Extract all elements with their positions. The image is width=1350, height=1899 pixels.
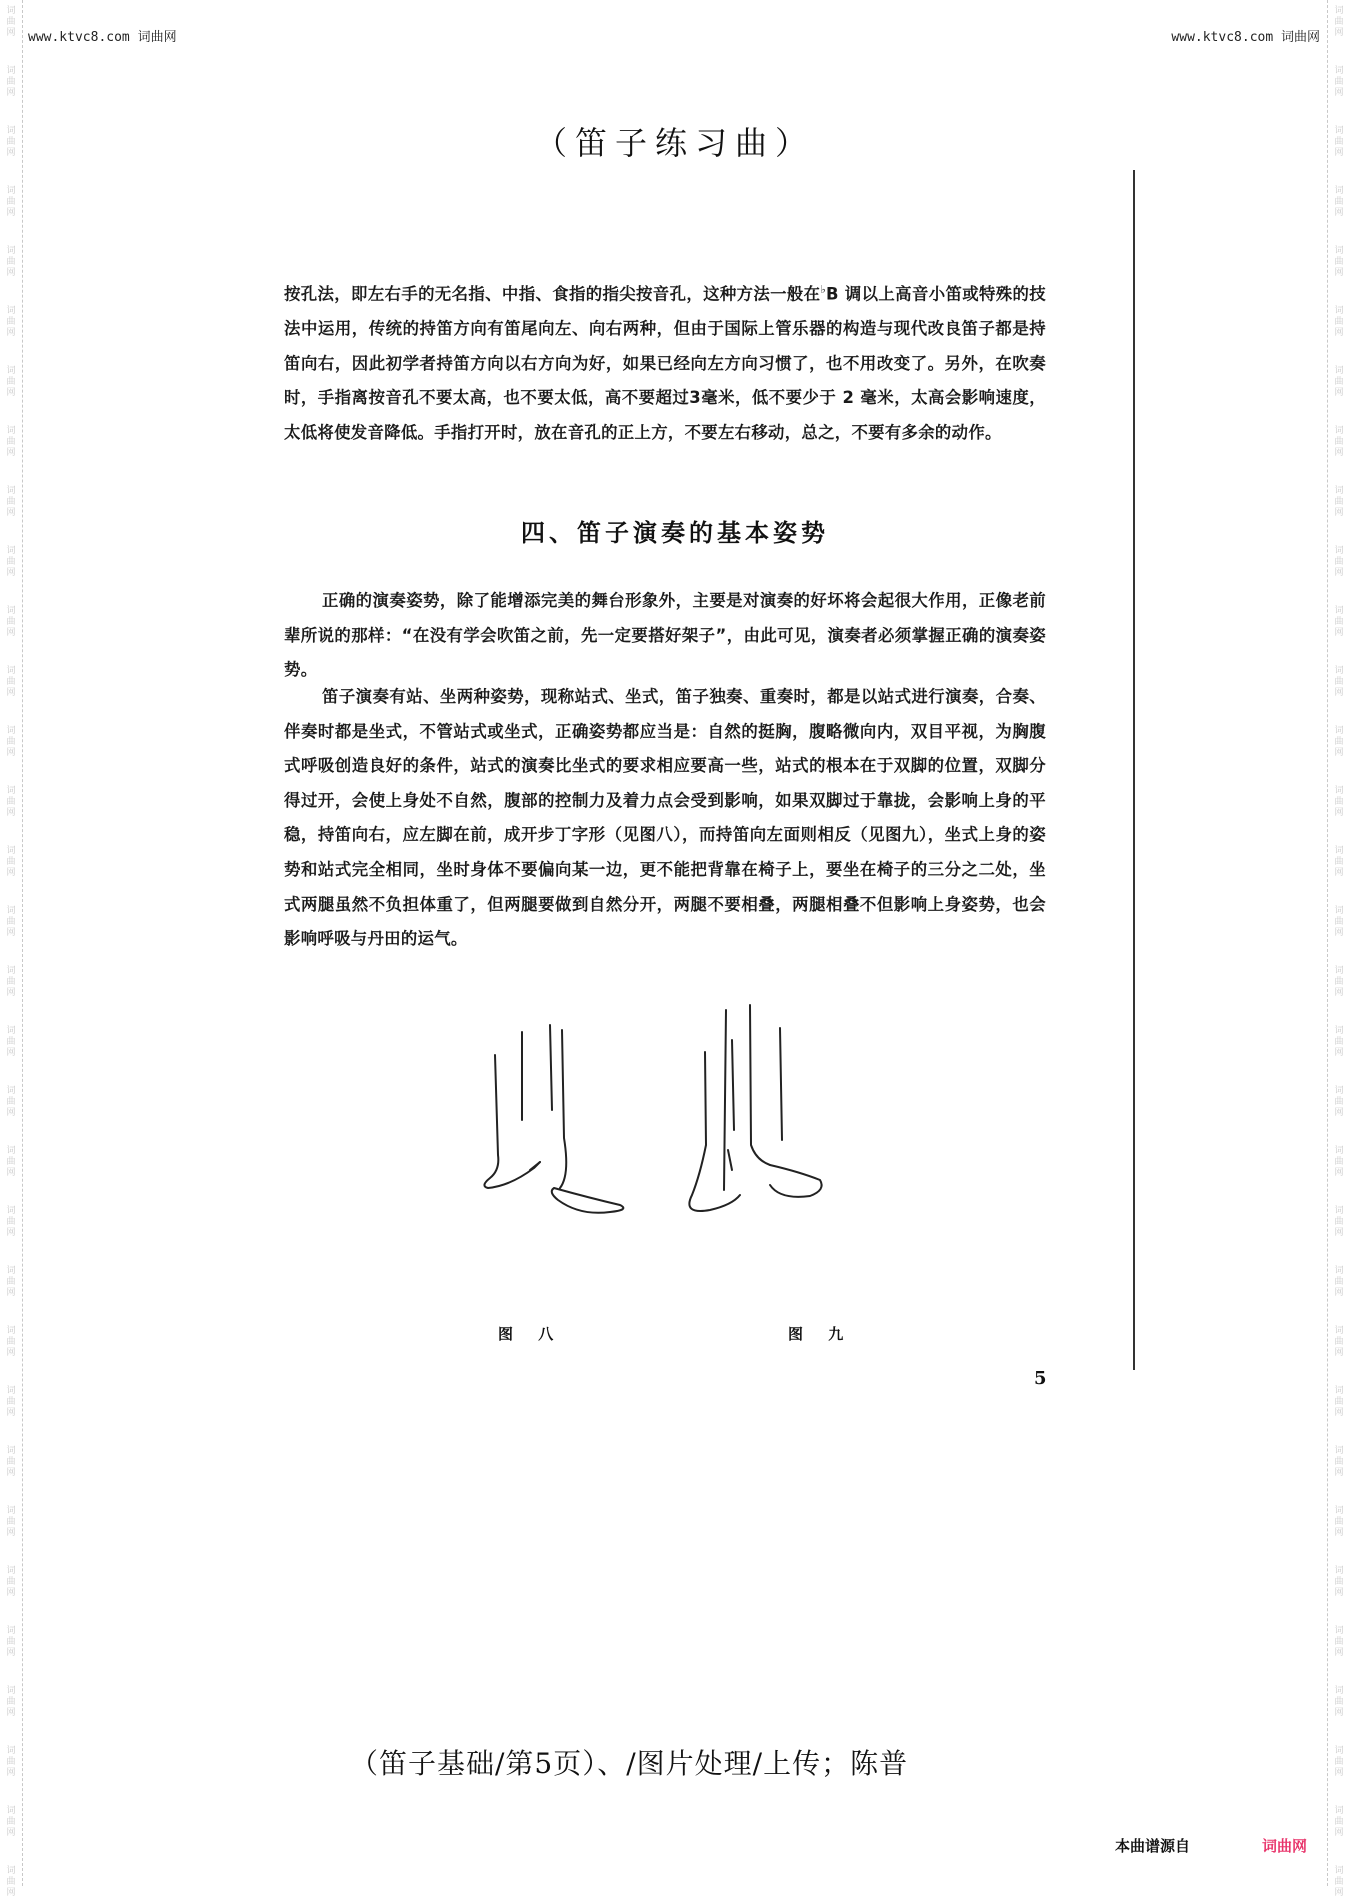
- side-watermark-mark: 词 曲 网: [1334, 1626, 1344, 1658]
- side-watermark-mark: 词 曲 网: [6, 1206, 16, 1238]
- side-watermark-mark: 词 曲 网: [1334, 906, 1344, 938]
- side-watermark-mark: 词 曲 网: [1334, 1866, 1344, 1898]
- header-link-right[interactable]: www.ktvc8.com 词曲网: [1171, 30, 1320, 45]
- feet-posture-illustration: [470, 1000, 870, 1240]
- side-watermark-mark: 词 曲 网: [1334, 6, 1344, 38]
- page-number: 5: [1034, 1368, 1047, 1389]
- side-watermark-mark: 词 曲 网: [1334, 966, 1344, 998]
- side-watermark-mark: 词 曲 网: [6, 786, 16, 818]
- side-watermark-mark: 词 曲 网: [1334, 306, 1344, 338]
- side-watermark-mark: 词 曲 网: [1334, 1686, 1344, 1718]
- side-watermark-mark: 词 曲 网: [6, 246, 16, 278]
- paragraph-fingering-rest: B 调以上高音小笛或特殊的技法中运用，传统的持笛方向有笛尾向左、向右两种，但由于国际上管乐器的构造与现代改良笛子都是持笛向右，因此初学者持笛方向以右方向为好，如果已经向左方向习惯了，也不用改变了。另外，在吹奏时，手指离按音孔不要太高，也不要太低，高不要超过3毫米，低不要少于 2 毫米，太高会影响速度，太低将使发音降低。手指打开时，放在音孔的正上方，不要左右移动，总之，不要有多余的动作。: [284, 284, 1046, 442]
- side-watermark-mark: 词 曲 网: [1334, 1566, 1344, 1598]
- side-watermark-mark: 词 曲 网: [1334, 186, 1344, 218]
- side-watermark-mark: 词 曲 网: [6, 306, 16, 338]
- side-watermark-mark: 词 曲 网: [1334, 246, 1344, 278]
- side-watermark-mark: 词 曲 网: [6, 1146, 16, 1178]
- side-watermark-mark: 词 曲 网: [6, 1086, 16, 1118]
- side-watermark-mark: 词 曲 网: [6, 1446, 16, 1478]
- side-watermark-mark: 词 曲 网: [6, 1386, 16, 1418]
- side-watermark-mark: 词 曲 网: [1334, 366, 1344, 398]
- side-watermark-mark: 词 曲 网: [6, 666, 16, 698]
- fig9-front-leg: [770, 1165, 822, 1197]
- side-watermark-mark: 词 曲 网: [1334, 126, 1344, 158]
- side-watermark-mark: 词 曲 网: [6, 1866, 16, 1898]
- side-watermark-mark: 词 曲 网: [1334, 1086, 1344, 1118]
- side-watermark-mark: 词 曲 网: [6, 1266, 16, 1298]
- source-label: 本曲谱源自: [1115, 1837, 1191, 1855]
- side-watermark-mark: 词 曲 网: [6, 726, 16, 758]
- side-watermark-mark: 词 曲 网: [6, 1026, 16, 1058]
- side-watermark-mark: 词 曲 网: [1334, 726, 1344, 758]
- side-watermark-mark: 词 曲 网: [1334, 1026, 1344, 1058]
- right-watermark-strip: [1327, 0, 1350, 1898]
- side-watermark-mark: 词 曲 网: [6, 426, 16, 458]
- caption-figure-9: 图 九: [788, 1325, 854, 1343]
- side-watermark-mark: 词 曲 网: [1334, 1266, 1344, 1298]
- fig8-front-leg: [560, 1030, 566, 1188]
- source-brand-link[interactable]: 词曲网: [1262, 1837, 1308, 1855]
- side-watermark-mark: 词 曲 网: [1334, 846, 1344, 878]
- footer-credit: （笛子基础/第5页）、/图片处理/上传；陈普: [350, 1747, 909, 1780]
- side-watermark-mark: 词 曲 网: [1334, 66, 1344, 98]
- side-watermark-mark: 词 曲 网: [6, 606, 16, 638]
- side-watermark-mark: 词 曲 网: [1334, 1446, 1344, 1478]
- side-watermark-mark: 词 曲 网: [1334, 1146, 1344, 1178]
- side-watermark-mark: 词 曲 网: [6, 1506, 16, 1538]
- side-watermark-mark: 词 曲 网: [6, 1746, 16, 1778]
- document-title: （笛子练习曲）: [534, 124, 815, 162]
- paragraph-posture-detail: 笛子演奏有站、坐两种姿势，现称站式、坐式，笛子独奏、重奏时，都是以站式进行演奏，合奏、伴奏时都是坐式，不管站式或坐式，正确姿势都应当是：自然的挺胸，腹略微向内，双目平视，为胸腹式呼吸创造良好的条件，站式的演奏比坐式的要求相应要高一些，站式的根本在于双脚的位置，双脚分得过开，会使上身处不自然，腹部的控制力及着力点会受到影响，如果双脚过于靠拢，会影响上身的平稳，持笛向右，应左脚在前，成开步丁字形（见图八），而持笛向左面则相反（见图九），坐式上身的姿势和站式完全相同，坐时身体不要偏向某一边，更不能把背靠在椅子上，要坐在椅子的三分之二处，坐式两腿虽然不负担体重了，但两腿要做到自然分开，两腿不要相叠，两腿相叠不但影响上身姿势，也会影响呼吸与丹田的运气。: [284, 687, 1046, 949]
- side-watermark-mark: 词 曲 网: [6, 1566, 16, 1598]
- side-watermark-mark: 词 曲 网: [6, 186, 16, 218]
- side-watermark-mark: 词 曲 网: [6, 486, 16, 518]
- header-link-left[interactable]: www.ktvc8.com 词曲网: [28, 30, 177, 45]
- paragraph-fingering-start: 按孔法，即左右手的无名指、中指、食指的指尖按音孔，这种方法一般在: [284, 284, 821, 304]
- side-watermark-mark: 词 曲 网: [6, 1326, 16, 1358]
- side-watermark-mark: 词 曲 网: [1334, 1326, 1344, 1358]
- side-watermark-mark: 词 曲 网: [1334, 786, 1344, 818]
- side-watermark-mark: 词 曲 网: [6, 966, 16, 998]
- side-watermark-mark: 词 曲 网: [1334, 1746, 1344, 1778]
- side-watermark-mark: 词 曲 网: [6, 906, 16, 938]
- paragraph-posture-intro: 正确的演奏姿势，除了能增添完美的舞台形象外，主要是对演奏的好坏将会起很大作用，正像老前辈所说的那样：“在没有学会吹笛之前，先一定要搭好架子”，由此可见，演奏者必须掌握正确的演奏姿势。: [284, 591, 1046, 680]
- side-watermark-mark: 词 曲 网: [6, 366, 16, 398]
- binding-edge-line: [1133, 170, 1135, 1370]
- side-watermark-mark: 词 曲 网: [1334, 1206, 1344, 1238]
- paragraph-fingering: [284, 273, 1046, 450]
- side-watermark-mark: 词 曲 网: [6, 1686, 16, 1718]
- side-watermark-mark: 词 曲 网: [6, 546, 16, 578]
- side-watermark-mark: 词 曲 网: [6, 66, 16, 98]
- section-heading: 四、笛子演奏的基本姿势: [521, 519, 829, 547]
- side-watermark-mark: 词 曲 网: [1334, 1806, 1344, 1838]
- left-watermark-strip: [0, 0, 23, 1898]
- side-watermark-mark: 词 曲 网: [6, 1626, 16, 1658]
- side-watermark-mark: 词 曲 网: [6, 1806, 16, 1838]
- side-watermark-mark: 词 曲 网: [1334, 1506, 1344, 1538]
- side-watermark-mark: 词 曲 网: [6, 846, 16, 878]
- caption-figure-8: 图 八: [498, 1325, 564, 1343]
- side-watermark-mark: 词 曲 网: [1334, 606, 1344, 638]
- side-watermark-mark: 词 曲 网: [1334, 666, 1344, 698]
- side-watermark-mark: 词 曲 网: [6, 6, 16, 38]
- side-watermark-mark: 词 曲 网: [6, 126, 16, 158]
- side-watermark-mark: 词 曲 网: [1334, 546, 1344, 578]
- side-watermark-mark: 词 曲 网: [1334, 1386, 1344, 1418]
- flat-sign: ♭: [820, 283, 827, 296]
- side-watermark-mark: 词 曲 网: [1334, 486, 1344, 518]
- side-watermark-mark: 词 曲 网: [1334, 426, 1344, 458]
